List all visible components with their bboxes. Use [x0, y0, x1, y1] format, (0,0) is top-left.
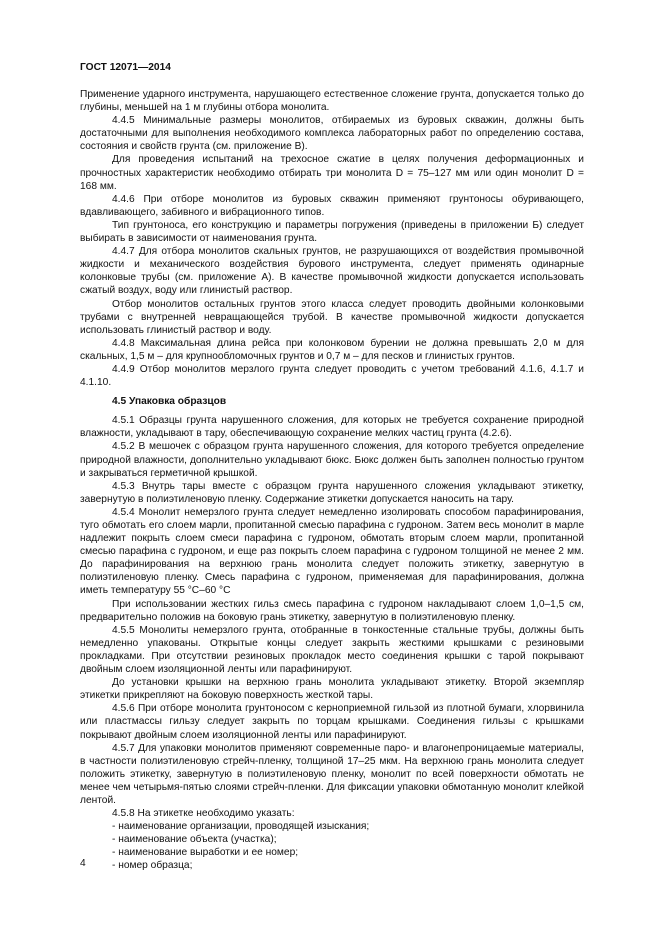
paragraph: 4.5.1 Образцы грунта нарушенного сложения, для которых не требуется сохранение природной влажности, укладывают в тару, обеспечивающую сохранение мелких частиц грунта (4.2.6). [80, 415, 584, 440]
paragraph: 4.5.5 Монолиты немерзлого грунта, отобранные в тонкостенные стальные трубы, должны быть немедленно упакованы. Открытые концы следует закрыть жесткими крышками с резиновыми прокладками. При отсутствии резиновых прокладок место соединения крышки с тарой покрывают двойным слоем изоляционной ленты или парафинируют. [80, 624, 584, 676]
paragraph: 4.4.9 Отбор монолитов мерзлого грунта следует проводить с учетом требований 4.1.6, 4.1.7 и 4.1.10. [80, 363, 584, 389]
paragraph: Применение ударного инструмента, нарушающего естественное сложение грунта, допускается только до глубины, меньшей на 1 м глубины отбора монолита. [80, 89, 584, 114]
document-header: ГОСТ 12071—2014 [80, 62, 171, 73]
paragraph: 4.5.3 Внутрь тары вместе с образцом грунта нарушенного сложения укладывают этикетку, завернутую в полиэтиленовую пленку. Содержание этикетки допускается наносить на тару. [80, 480, 584, 505]
paragraph: 4.5.6 При отборе монолита грунтоносом с кернoприемной гильзой из плотной бумаги, хлорвинила или пластмассы гильзу следует закрыть по торцам крышками. Соединения гильзы с крышками покрывают двойным слоем изоляционной ленты или парафинируют. [80, 703, 584, 741]
paragraph: 4.4.8 Максимальная длина рейса при колонковом бурении не должна превышать 2,0 м для скальных, 1,5 м – для крупнообломочных грунтов и 0,7 м – для песков и глинистых грунтов. [80, 337, 584, 362]
paragraph: Для проведения испытаний на трехосное сжатие в целях получения деформационных и прочностных характеристик необходимо отбирать три монолита D = 75–127 мм или один монолит D = 168 мм. [80, 154, 584, 192]
paragraph: 4.4.7 Для отбора монолитов скальных грунтов, не разрушающихся от воздействия промывочной жидкости и механического воздействия бурового инструмента, следует применять одинарные колонковые трубы (см. приложение А). В качестве промывочной жидкости допускается использовать сжатый воздух, воду или глинистый раствор. [80, 246, 584, 297]
paragraph: 4.4.5 Минимальные размеры монолитов, отбираемых из буровых скважин, должны быть достаточными для выполнения необходимого комплекса лабораторных работ по определению состава, состояния и свойств грунта (см. приложение В). [80, 115, 584, 153]
list-item: - наименование выработки и ее номер; [112, 847, 299, 859]
list-item: - наименование объекта (участка); [112, 834, 277, 846]
paragraph: 4.5.7 Для упаковки монолитов применяют современные паро- и влагонепроницаемые материалы, в частности полиэтиленовую стрейч-пленку, толщиной 17–25 мкм. На верхнюю грань монолита следует положить этикетку, завернутую в полиэтиленовую пленку, монолит по всей поверхности обмотать не менее чем четырьмя-пятью слоями стрейч-пленки. Для фиксации упаковки обмотанную монолит клейкой лентой. [80, 742, 584, 806]
paragraph: До установки крышки на верхнюю грань монолита укладывают этикетку. Второй экземпляр этикетки прикрепляют на боковую поверхность жесткой тары. [80, 677, 584, 702]
section-heading: 4.5 Упаковка образцов [112, 396, 227, 408]
paragraph: 4.5.2 В мешочек с образцом грунта нарушенного сложения, для которого требуется определение природной влажности, дополнительно укладывают бюкс. Бюкс должен быть заполнен полностью грунтом и закрываться герметичной крышкой. [80, 441, 584, 479]
list-item: - номер образца; [112, 860, 193, 872]
page-number: 4 [80, 858, 86, 869]
paragraph: 4.5.8 На этикетке необходимо указать: [112, 808, 295, 820]
paragraph: Отбор монолитов остальных грунтов этого класса следует проводить двойными колонковыми трубами с внутренней невращающейся трубой. В качестве промывочной жидкости допускается использовать глинистый раствор и воду. [80, 298, 584, 336]
paragraph: 4.5.4 Монолит немерзлого грунта следует немедленно изолировать способом парафинирования, туго обмотать его слоем марли, пропитанной смесью парафина с гудроном. Затем весь монолит в марле надлежит покрыть слоем смеси парафина с гудроном, обмотать вторым слоем марли, пропитанной смесью парафина с гудроном, и еще раз покрыть слоем парафина с гудроном толщиной не менее 2 мм. До парафинирования на верхнюю грань монолита следует положить этикетку, завернутую в полиэтиленовую пленку. Смесь парафина с гудроном, применяемая для парафинирования, должна иметь температуру 55 °С–60 °С [80, 506, 584, 597]
document-body [80, 88, 584, 873]
paragraph: 4.4.6 При отборе монолитов из буровых скважин применяют грунтоносы обуривающего, вдавливающего, забивного и вибрационного типов. [80, 193, 584, 218]
paragraph: При использовании жестких гильз смесь парафина с гудроном накладывают слоем 1,0–1,5 см, предварительно положив на боковую грань этикетку, завернутую в полиэтиленовую пленку. [80, 598, 584, 623]
list-item: - наименование организации, проводящей изыскания; [112, 821, 370, 833]
paragraph: Тип грунтоноса, его конструкцию и параметры погружения (приведены в приложении Б) следует выбирать в зависимости от наименования грунта. [80, 219, 584, 245]
